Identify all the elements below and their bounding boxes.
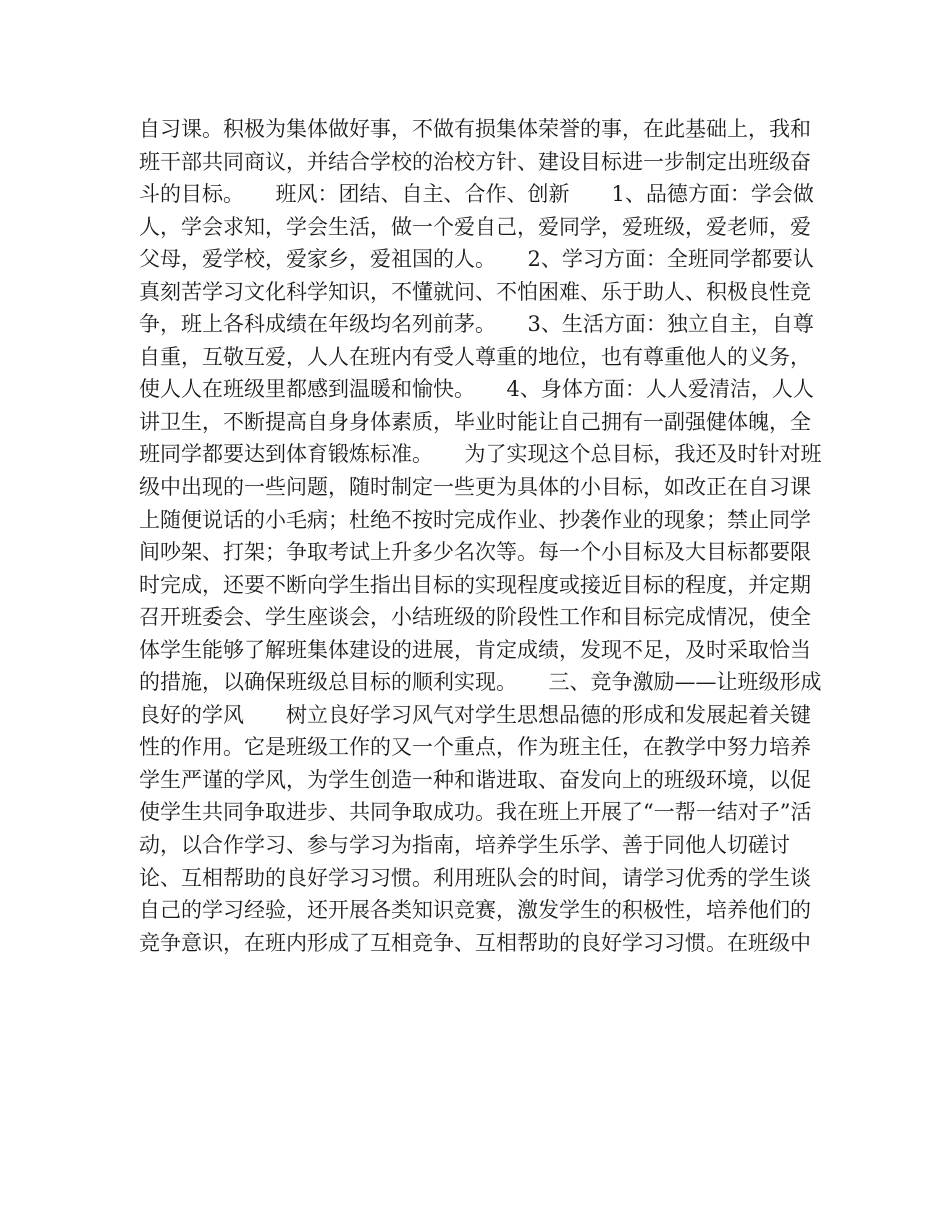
body-paragraph: 自习课。积极为集体做好事，不做有损集体荣誉的事，在此基础上，我和班干部共同商议，并结合学校的治校方针、建设目标进一步制定出班级奋斗的目标。 班风：团结、自主、合作、创新 1、品德方面：学会做人，学会求知，学会生活，做一个爱自己，爱同学，爱班级，爱老师，爱父母，爱学校，爱家乡，爱祖国的人。 2、学习方面：全班同学都要认真刻苦学习文化科学知识，不懂就问、不怕困难、乐于助人、积极良性竞争，班上各科成绩在年级均名列前茅。 3、生活方面：独立自主，自尊自重，互敬互爱，人人在班内有受人尊重的地位，也有尊重他人的义务，使人人在班级里都感到温暖和愉快。 4、身体方面：人人爱清洁，人人讲卫生，不断提高自身身体素质，毕业时能让自己拥有一副强健体魄，全班同学都要达到体育锻炼标准。 为了实现这个总目标，我还及时针对班级中出现的一些问题，随时制定一些更为具体的小目标，如改正在自习课上随便说话的小毛病；杜绝不按时完成作业、抄袭作业的现象；禁止同学间吵架、打架；争取考试上升多少名次等。每一个小目标及大目标都要限时完成，还要不断向学生指出目标的实现程度或接近目标的程度，并定期召开班委会、学生座谈会，小结班级的阶段性工作和目标完成情况，使全体学生能够了解班集体建设的进展，肯定成绩，发现不足，及时采取恰当的措施，以确保班级总目标的顺利实现。 三、竞争激励——让班级形成良好的学风 树立良好学习风气对学生思想品德的形成和发展起着关键性的作用。它是班级工作的又一个重点，作为班主任，在教学中努力培养学生严谨的学风，为学生创造一种和谐进取、奋发向上的班级环境，以促使学生共同争取进步、共同争取成功。我在班上开展了“一帮一结对子”活动，以合作学习、参与学习为指南，培养学生乐学、善于同他人切磋讨论、互相帮助的良好学习习惯。利用班队会的时间，请学习优秀的学生谈自己的学习经验，还开展各类知识竞赛，激发学生的积极性，培养他们的竞争意识，在班内形成了互相竞争、互相帮助的良好学习习惯。在班级中 [139, 117, 822, 955]
